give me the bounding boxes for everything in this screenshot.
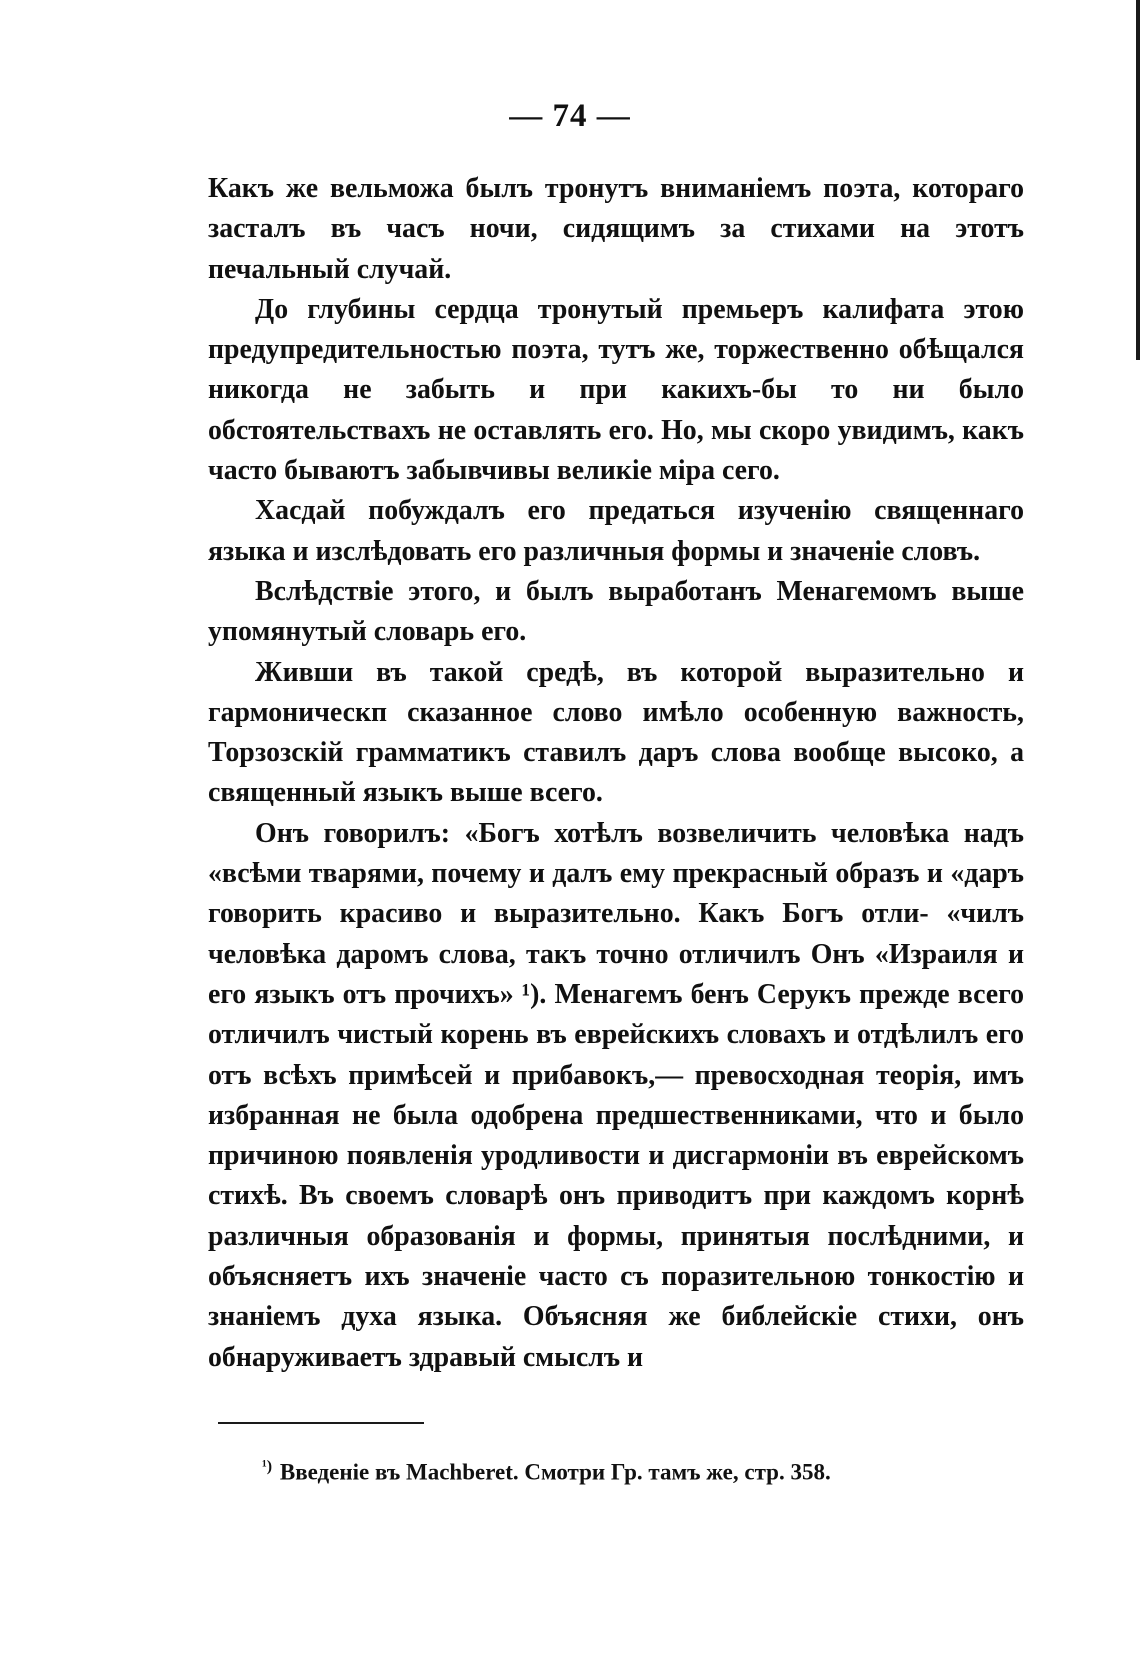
paragraph-2: До глубины сердца тронутый премьеръ калифата этою предупредительностью поэта, тутъ же, торжественно обѣщался никогда не забыть и при какихъ-бы то ни было обстоятельствахъ не оставлять его. Но, мы скоро увидимъ, какъ часто бываютъ забывчивы великіе міра сего. bbox=[208, 292, 1025, 487]
footnote bbox=[262, 1458, 831, 1486]
paragraph-5: Живши въ такой средѣ, въ которой выразительно и гармоническп сказанное слово имѣло особенную важность, Торзозскій грамматикъ ставилъ даръ слова вообще высоко, а священный языкъ выше всего. bbox=[208, 655, 1025, 809]
paragraph-1: Какъ же вельможа былъ тронутъ вниманіемъ поэта, котораго засталъ въ часъ ночи, сидящимъ за стихами на этотъ печальный случай. bbox=[208, 172, 1024, 285]
footnote-divider bbox=[218, 1422, 424, 1424]
footnote-mark: ¹) bbox=[262, 1458, 273, 1475]
paragraph-6: Онъ говорилъ: «Богъ хотѣлъ возвеличить человѣка надъ «всѣми тварями, почему и далъ ему прекрасный образъ и «даръ говорить красиво и выразительно. Какъ Богъ отли- «чилъ человѣка даромъ слова, такъ точно отличилъ Онъ «Израиля и его языкъ отъ прочихъ» ¹). Менагемъ бенъ Серукъ прежде всего отличилъ чистый корень въ еврейскихъ словахъ и отдѣлилъ его отъ всѣхъ примѣсей и прибавокъ,— превосходная теорія, имъ избранная не была одобрена предшественниками, что и было причиною появленія уродливости и дисгармоніи въ еврейскомъ стихѣ. Въ своемъ словарѣ онъ приводитъ при каждомъ корнѣ различныя образованія и формы, принятыя послѣдними, и объясняетъ ихъ значеніе часто съ поразительною тонкостію и знаніемъ духа языка. Объясняя же библейскіе стихи, онъ обнаруживаетъ здравый смыслъ и bbox=[208, 816, 1025, 1373]
page-edge-shadow bbox=[1136, 0, 1140, 360]
paragraph-4: Вслѣдствіе этого, и былъ выработанъ Менагемомъ выше упомянутый словарь его. bbox=[208, 574, 1025, 648]
page-number: — 74 — bbox=[509, 98, 631, 134]
body-text bbox=[208, 168, 1024, 1377]
footnote-text: Введеніе въ Machberet. Смотри Гр. тамъ же, стр. 358. bbox=[279, 1459, 831, 1485]
paragraph-3: Хасдай побуждалъ его предаться изученію священнаго языка и изслѣдовать его различныя формы и значеніе словъ. bbox=[208, 494, 1025, 567]
